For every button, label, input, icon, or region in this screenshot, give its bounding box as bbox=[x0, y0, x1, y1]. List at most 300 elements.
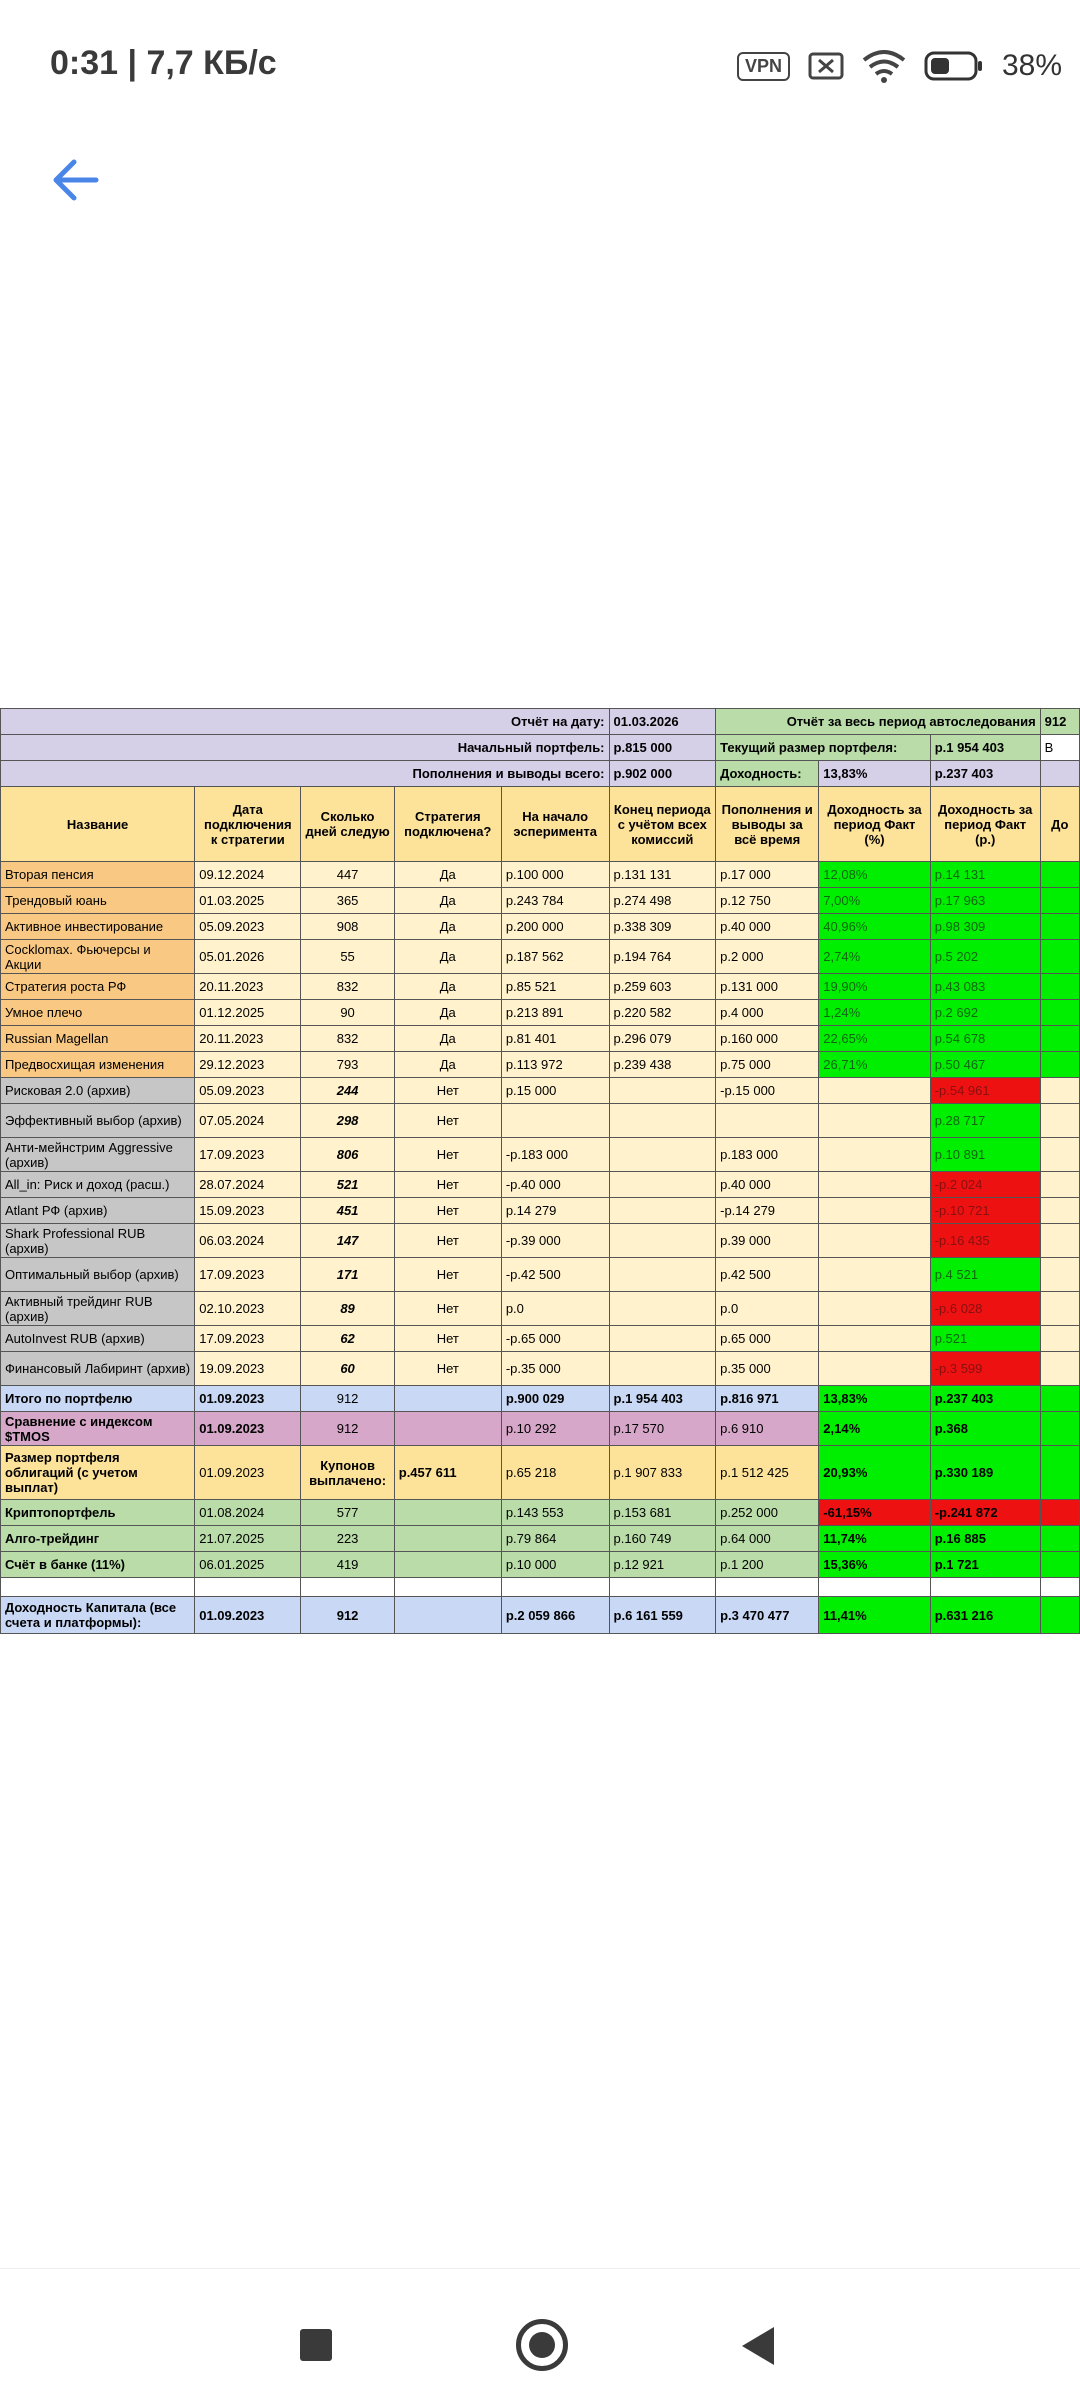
total-yield-rub: р.16 885 bbox=[930, 1526, 1040, 1552]
strategy-name: Cocklomax. Фьючерсы и Акции bbox=[1, 940, 195, 974]
total-row-index bbox=[1, 1412, 1080, 1446]
strategy-start: -р.42 500 bbox=[501, 1258, 609, 1292]
total-yield-rub: р.1 721 bbox=[930, 1552, 1040, 1578]
strategy-yield-rub: -р.16 435 bbox=[930, 1224, 1040, 1258]
strategy-days: 832 bbox=[301, 1026, 394, 1052]
strategy-yield-rub: р.4 521 bbox=[930, 1258, 1040, 1292]
strategy-flows: р.35 000 bbox=[716, 1352, 819, 1386]
strategy-row bbox=[1, 1172, 1080, 1198]
strategy-yield-pct bbox=[819, 1078, 930, 1104]
total-end: р.153 681 bbox=[609, 1500, 716, 1526]
strategy-date: 05.01.2026 bbox=[195, 940, 301, 974]
strategy-row bbox=[1, 1104, 1080, 1138]
strategy-flows: р.17 000 bbox=[716, 862, 819, 888]
total-row-portfolio bbox=[1, 1386, 1080, 1412]
total-yield-pct: 15,36% bbox=[819, 1552, 930, 1578]
strategy-days: 62 bbox=[301, 1326, 394, 1352]
total-days: 912 bbox=[301, 1412, 394, 1446]
strategy-yield-pct: 2,74% bbox=[819, 940, 930, 974]
strategy-end bbox=[609, 1198, 716, 1224]
total-days: 912 bbox=[301, 1386, 394, 1412]
strategy-connected: Нет bbox=[394, 1078, 501, 1104]
strategy-extra bbox=[1040, 940, 1079, 974]
col-header: Доходность за период Факт (р.) bbox=[930, 787, 1040, 862]
total-name: Алго-трейдинг bbox=[1, 1526, 195, 1552]
capital-end: р.6 161 559 bbox=[609, 1597, 716, 1634]
total-yield-pct: 11,74% bbox=[819, 1526, 930, 1552]
capital-extra bbox=[1040, 1597, 1079, 1634]
strategy-date: 07.05.2024 bbox=[195, 1104, 301, 1138]
strategy-row bbox=[1, 1352, 1080, 1386]
strategy-connected: Нет bbox=[394, 1352, 501, 1386]
strategy-days: 89 bbox=[301, 1292, 394, 1326]
strategy-extra bbox=[1040, 914, 1079, 940]
strategy-name: Активное инвестирование bbox=[1, 914, 195, 940]
strategy-name: Умное плечо bbox=[1, 1000, 195, 1026]
strategy-yield-pct bbox=[819, 1258, 930, 1292]
strategy-row bbox=[1, 1026, 1080, 1052]
strategy-connected: Да bbox=[394, 1000, 501, 1026]
strategy-end: р.338 309 bbox=[609, 914, 716, 940]
strategy-date: 28.07.2024 bbox=[195, 1172, 301, 1198]
strategy-date: 29.12.2023 bbox=[195, 1052, 301, 1078]
total-yield-rub: р.330 189 bbox=[930, 1446, 1040, 1500]
yield-extra bbox=[1040, 761, 1079, 787]
strategy-yield-rub: р.521 bbox=[930, 1326, 1040, 1352]
wifi-icon bbox=[862, 49, 906, 83]
strategy-flows: -р.15 000 bbox=[716, 1078, 819, 1104]
total-row-bonds bbox=[1, 1446, 1080, 1500]
strategy-days: 806 bbox=[301, 1138, 394, 1172]
strategy-connected: Нет bbox=[394, 1258, 501, 1292]
strategy-extra bbox=[1040, 1052, 1079, 1078]
total-name: Криптопортфель bbox=[1, 1500, 195, 1526]
strategy-extra bbox=[1040, 1138, 1079, 1172]
deposits-label: Пополнения и выводы всего: bbox=[1, 761, 610, 787]
arrow-left-icon[interactable] bbox=[46, 150, 106, 210]
total-start: р.65 218 bbox=[501, 1446, 609, 1500]
strategy-name: All_in: Риск и доход (расш.) bbox=[1, 1172, 195, 1198]
status-icons bbox=[737, 44, 1062, 88]
strategy-extra bbox=[1040, 1000, 1079, 1026]
spacer-cell bbox=[1, 1578, 195, 1597]
strategy-extra bbox=[1040, 1352, 1079, 1386]
strategy-start bbox=[501, 1104, 609, 1138]
strategy-yield-pct bbox=[819, 1352, 930, 1386]
strategy-yield-pct: 12,08% bbox=[819, 862, 930, 888]
strategy-connected: Нет bbox=[394, 1198, 501, 1224]
strategy-connected: Нет bbox=[394, 1224, 501, 1258]
strategy-name: Стратегия роста РФ bbox=[1, 974, 195, 1000]
col-header: На начало эсперимента bbox=[501, 787, 609, 862]
strategy-days: 244 bbox=[301, 1078, 394, 1104]
spacer-cell bbox=[394, 1578, 501, 1597]
strategy-flows: р.131 000 bbox=[716, 974, 819, 1000]
back-triangle-icon[interactable] bbox=[742, 2327, 774, 2365]
strategy-days: 171 bbox=[301, 1258, 394, 1292]
report-date-value: 01.03.2026 bbox=[609, 709, 716, 735]
strategy-end bbox=[609, 1078, 716, 1104]
strategy-flows: р.183 000 bbox=[716, 1138, 819, 1172]
strategy-end bbox=[609, 1326, 716, 1352]
strategy-extra bbox=[1040, 1172, 1079, 1198]
strategy-yield-pct bbox=[819, 1172, 930, 1198]
strategy-yield-pct: 7,00% bbox=[819, 888, 930, 914]
strategy-start: р.200 000 bbox=[501, 914, 609, 940]
strategy-days: 365 bbox=[301, 888, 394, 914]
strategy-date: 09.12.2024 bbox=[195, 862, 301, 888]
strategy-extra bbox=[1040, 1078, 1079, 1104]
strategy-row bbox=[1, 1258, 1080, 1292]
strategy-start: р.85 521 bbox=[501, 974, 609, 1000]
strategy-row bbox=[1, 1052, 1080, 1078]
total-empty bbox=[394, 1526, 501, 1552]
strategy-yield-rub: -р.10 721 bbox=[930, 1198, 1040, 1224]
strategy-extra bbox=[1040, 974, 1079, 1000]
strategy-start: р.0 bbox=[501, 1292, 609, 1326]
initial-portfolio-label: Начальный портфель: bbox=[1, 735, 610, 761]
strategy-yield-rub: р.43 083 bbox=[930, 974, 1040, 1000]
strategy-start: р.243 784 bbox=[501, 888, 609, 914]
strategy-yield-pct bbox=[819, 1104, 930, 1138]
total-name: Счёт в банке (11%) bbox=[1, 1552, 195, 1578]
strategy-yield-rub: р.54 678 bbox=[930, 1026, 1040, 1052]
total-yield-pct: 20,93% bbox=[819, 1446, 930, 1500]
strategy-name: Russian Magellan bbox=[1, 1026, 195, 1052]
strategy-row bbox=[1, 1138, 1080, 1172]
report-date-label: Отчёт на дату: bbox=[1, 709, 610, 735]
strategy-days: 60 bbox=[301, 1352, 394, 1386]
report-period-value: 912 bbox=[1040, 709, 1079, 735]
strategy-start: -р.35 000 bbox=[501, 1352, 609, 1386]
strategy-yield-rub: р.50 467 bbox=[930, 1052, 1040, 1078]
navigation-bar bbox=[0, 2268, 1080, 2401]
total-days: 223 bbox=[301, 1526, 394, 1552]
strategy-extra bbox=[1040, 1224, 1079, 1258]
strategy-date: 05.09.2023 bbox=[195, 1078, 301, 1104]
spacer-cell bbox=[930, 1578, 1040, 1597]
battery-icon bbox=[924, 50, 984, 82]
strategy-row bbox=[1, 1224, 1080, 1258]
capital-days: 912 bbox=[301, 1597, 394, 1634]
capital-empty bbox=[394, 1597, 501, 1634]
strategy-name: Предвосхищая изменения bbox=[1, 1052, 195, 1078]
col-header: Стратегия подключена? bbox=[394, 787, 501, 862]
total-flows: р.6 910 bbox=[716, 1412, 819, 1446]
col-header: Пополнения и выводы за всё время bbox=[716, 787, 819, 862]
strategy-connected: Да bbox=[394, 862, 501, 888]
strategy-end: р.259 603 bbox=[609, 974, 716, 1000]
strategy-start: -р.65 000 bbox=[501, 1326, 609, 1352]
strategy-date: 01.12.2025 bbox=[195, 1000, 301, 1026]
spacer-row bbox=[1, 1578, 1080, 1597]
strategy-date: 19.09.2023 bbox=[195, 1352, 301, 1386]
total-start: р.900 029 bbox=[501, 1386, 609, 1412]
strategy-extra bbox=[1040, 862, 1079, 888]
strategy-end bbox=[609, 1224, 716, 1258]
strategy-date: 20.11.2023 bbox=[195, 1026, 301, 1052]
col-header: Доходность за период Факт (%) bbox=[819, 787, 930, 862]
strategy-connected: Да bbox=[394, 1026, 501, 1052]
strategy-flows: р.4 000 bbox=[716, 1000, 819, 1026]
strategy-extra bbox=[1040, 1292, 1079, 1326]
strategy-date: 05.09.2023 bbox=[195, 914, 301, 940]
strategy-yield-pct bbox=[819, 1198, 930, 1224]
strategy-extra bbox=[1040, 1326, 1079, 1352]
capital-start: р.2 059 866 bbox=[501, 1597, 609, 1634]
strategy-days: 793 bbox=[301, 1052, 394, 1078]
strategy-yield-pct bbox=[819, 1224, 930, 1258]
initial-portfolio-value: р.815 000 bbox=[609, 735, 716, 761]
total-yield-pct: -61,15% bbox=[819, 1500, 930, 1526]
strategy-name: Трендовый юань bbox=[1, 888, 195, 914]
current-size-label: Текущий размер портфеля: bbox=[716, 735, 931, 761]
spacer-cell bbox=[301, 1578, 394, 1597]
strategy-end bbox=[609, 1172, 716, 1198]
strategy-yield-rub: р.17 963 bbox=[930, 888, 1040, 914]
strategy-connected: Нет bbox=[394, 1172, 501, 1198]
total-name: Размер портфеля облигаций (с учетом выплат) bbox=[1, 1446, 195, 1500]
strategy-days: 832 bbox=[301, 974, 394, 1000]
strategy-flows: р.40 000 bbox=[716, 1172, 819, 1198]
deposits-row bbox=[1, 761, 1080, 787]
strategy-row bbox=[1, 888, 1080, 914]
strategy-row bbox=[1, 1292, 1080, 1326]
spacer-cell bbox=[195, 1578, 301, 1597]
strategy-yield-pct: 19,90% bbox=[819, 974, 930, 1000]
strategy-days: 451 bbox=[301, 1198, 394, 1224]
strategy-yield-pct bbox=[819, 1138, 930, 1172]
strategy-yield-rub: -р.3 599 bbox=[930, 1352, 1040, 1386]
capital-date: 01.09.2023 bbox=[195, 1597, 301, 1634]
total-name: Сравнение с индексом $TMOS bbox=[1, 1412, 195, 1446]
strategy-connected: Да bbox=[394, 888, 501, 914]
strategy-yield-pct: 22,65% bbox=[819, 1026, 930, 1052]
strategy-yield-rub: р.2 692 bbox=[930, 1000, 1040, 1026]
yield-label: Доходность: bbox=[716, 761, 819, 787]
strategy-start: р.15 000 bbox=[501, 1078, 609, 1104]
strategy-name: Рисковая 2.0 (архив) bbox=[1, 1078, 195, 1104]
strategy-flows: р.2 000 bbox=[716, 940, 819, 974]
strategy-flows: р.12 750 bbox=[716, 888, 819, 914]
status-bar bbox=[0, 0, 1080, 130]
strategy-date: 01.03.2025 bbox=[195, 888, 301, 914]
total-end: р.17 570 bbox=[609, 1412, 716, 1446]
strategy-row bbox=[1, 1078, 1080, 1104]
strategy-start: р.100 000 bbox=[501, 862, 609, 888]
total-date: 06.01.2025 bbox=[195, 1552, 301, 1578]
strategy-row bbox=[1, 1000, 1080, 1026]
strategy-end bbox=[609, 1292, 716, 1326]
strategy-flows: р.39 000 bbox=[716, 1224, 819, 1258]
strategy-yield-rub: -р.2 024 bbox=[930, 1172, 1040, 1198]
strategy-end: р.239 438 bbox=[609, 1052, 716, 1078]
strategy-yield-rub: р.5 202 bbox=[930, 940, 1040, 974]
strategy-date: 20.11.2023 bbox=[195, 974, 301, 1000]
strategy-extra bbox=[1040, 1026, 1079, 1052]
strategy-flows: р.75 000 bbox=[716, 1052, 819, 1078]
total-start: р.10 000 bbox=[501, 1552, 609, 1578]
current-size-value: р.1 954 403 bbox=[930, 735, 1040, 761]
strategy-flows: р.160 000 bbox=[716, 1026, 819, 1052]
vpn-icon: VPN bbox=[737, 52, 790, 81]
col-header: Название bbox=[1, 787, 195, 862]
battery-percent: 38% bbox=[1001, 49, 1062, 82]
strategy-days: 447 bbox=[301, 862, 394, 888]
strategy-flows bbox=[716, 1104, 819, 1138]
strategy-extra bbox=[1040, 1198, 1079, 1224]
no-sim-icon bbox=[808, 51, 844, 81]
total-name: Итого по портфелю bbox=[1, 1386, 195, 1412]
total-date: 01.09.2023 bbox=[195, 1446, 301, 1500]
strategy-end bbox=[609, 1104, 716, 1138]
strategy-days: 521 bbox=[301, 1172, 394, 1198]
home-circle-icon[interactable] bbox=[516, 2319, 568, 2371]
strategy-name: Оптимальный выбор (архив) bbox=[1, 1258, 195, 1292]
status-time-speed: 0:31 | 7,7 КБ/с bbox=[50, 44, 277, 82]
strategy-connected: Да bbox=[394, 974, 501, 1000]
total-date: 01.08.2024 bbox=[195, 1500, 301, 1526]
strategy-date: 17.09.2023 bbox=[195, 1258, 301, 1292]
strategy-yield-pct: 26,71% bbox=[819, 1052, 930, 1078]
strategy-start: р.213 891 bbox=[501, 1000, 609, 1026]
spacer-cell bbox=[819, 1578, 930, 1597]
strategy-days: 147 bbox=[301, 1224, 394, 1258]
strategy-yield-rub: р.14 131 bbox=[930, 862, 1040, 888]
total-flows: р.252 000 bbox=[716, 1500, 819, 1526]
strategy-end: р.131 131 bbox=[609, 862, 716, 888]
total-row-crypto bbox=[1, 1500, 1080, 1526]
strategy-start: р.187 562 bbox=[501, 940, 609, 974]
recents-square-icon[interactable] bbox=[300, 2329, 332, 2361]
total-yield-pct: 13,83% bbox=[819, 1386, 930, 1412]
strategy-end: р.194 764 bbox=[609, 940, 716, 974]
strategy-days: 908 bbox=[301, 914, 394, 940]
strategy-yield-pct bbox=[819, 1326, 930, 1352]
strategy-connected: Нет bbox=[394, 1292, 501, 1326]
total-end: р.1 954 403 bbox=[609, 1386, 716, 1412]
extra-cell: В bbox=[1040, 735, 1079, 761]
total-date: 01.09.2023 bbox=[195, 1386, 301, 1412]
col-header: Дата подключения к стратегии bbox=[195, 787, 301, 862]
total-flows: р.64 000 bbox=[716, 1526, 819, 1552]
total-extra bbox=[1040, 1500, 1079, 1526]
total-start: р.79 864 bbox=[501, 1526, 609, 1552]
col-header: Конец периода с учётом всех комиссий bbox=[609, 787, 716, 862]
strategy-extra bbox=[1040, 1258, 1079, 1292]
strategy-start: р.14 279 bbox=[501, 1198, 609, 1224]
strategy-name: Эффективный выбор (архив) bbox=[1, 1104, 195, 1138]
capital-flows: р.3 470 477 bbox=[716, 1597, 819, 1634]
strategy-name: AutoInvest RUB (архив) bbox=[1, 1326, 195, 1352]
strategy-connected: Да bbox=[394, 914, 501, 940]
spacer-cell bbox=[501, 1578, 609, 1597]
spacer-cell bbox=[1040, 1578, 1079, 1597]
strategy-name: Вторая пенсия bbox=[1, 862, 195, 888]
strategy-connected: Нет bbox=[394, 1104, 501, 1138]
strategy-end: р.220 582 bbox=[609, 1000, 716, 1026]
strategy-connected: Нет bbox=[394, 1138, 501, 1172]
strategy-start: -р.39 000 bbox=[501, 1224, 609, 1258]
total-end: р.12 921 bbox=[609, 1552, 716, 1578]
strategy-yield-rub: -р.6 028 bbox=[930, 1292, 1040, 1326]
total-end: р.160 749 bbox=[609, 1526, 716, 1552]
total-start: р.143 553 bbox=[501, 1500, 609, 1526]
report-date-row bbox=[1, 709, 1080, 735]
strategy-end bbox=[609, 1138, 716, 1172]
strategy-connected: Да bbox=[394, 940, 501, 974]
total-flows: р.1 512 425 bbox=[716, 1446, 819, 1500]
total-empty bbox=[394, 1412, 501, 1446]
strategy-name: Анти-мейнстрим Aggressive (архив) bbox=[1, 1138, 195, 1172]
strategy-row bbox=[1, 1326, 1080, 1352]
strategy-yield-pct bbox=[819, 1292, 930, 1326]
strategy-end bbox=[609, 1258, 716, 1292]
strategy-start: р.113 972 bbox=[501, 1052, 609, 1078]
total-yield-pct: 2,14% bbox=[819, 1412, 930, 1446]
total-empty bbox=[394, 1552, 501, 1578]
strategy-date: 06.03.2024 bbox=[195, 1224, 301, 1258]
strategy-connected: Да bbox=[394, 1052, 501, 1078]
col-header: До bbox=[1040, 787, 1079, 862]
spacer-cell bbox=[716, 1578, 819, 1597]
total-extra bbox=[1040, 1552, 1079, 1578]
total-yield-rub: -р.241 872 bbox=[930, 1500, 1040, 1526]
strategy-yield-pct: 1,24% bbox=[819, 1000, 930, 1026]
strategy-yield-rub: -р.54 961 bbox=[930, 1078, 1040, 1104]
report-period-label: Отчёт за весь период автоследования bbox=[716, 709, 1041, 735]
yield-pct: 13,83% bbox=[819, 761, 930, 787]
strategy-yield-pct: 40,96% bbox=[819, 914, 930, 940]
strategy-name: Atlant РФ (архив) bbox=[1, 1198, 195, 1224]
coupons-value: р.457 611 bbox=[394, 1446, 501, 1500]
capital-name: Доходность Капитала (все счета и платформы): bbox=[1, 1597, 195, 1634]
strategy-end: р.296 079 bbox=[609, 1026, 716, 1052]
total-extra bbox=[1040, 1446, 1079, 1500]
total-yield-rub: р.368 bbox=[930, 1412, 1040, 1446]
strategy-row bbox=[1, 914, 1080, 940]
total-extra bbox=[1040, 1386, 1079, 1412]
total-flows: р.816 971 bbox=[716, 1386, 819, 1412]
strategy-yield-rub: р.28 717 bbox=[930, 1104, 1040, 1138]
strategy-start: -р.40 000 bbox=[501, 1172, 609, 1198]
strategy-extra bbox=[1040, 888, 1079, 914]
col-header: Сколько дней следую bbox=[301, 787, 394, 862]
deposits-value: р.902 000 bbox=[609, 761, 716, 787]
strategy-date: 17.09.2023 bbox=[195, 1138, 301, 1172]
strategy-name: Финансовый Лабиринт (архив) bbox=[1, 1352, 195, 1386]
total-start: р.10 292 bbox=[501, 1412, 609, 1446]
strategy-row bbox=[1, 1198, 1080, 1224]
strategy-flows: р.42 500 bbox=[716, 1258, 819, 1292]
total-empty bbox=[394, 1500, 501, 1526]
capital-row bbox=[1, 1597, 1080, 1634]
total-row-algo bbox=[1, 1526, 1080, 1552]
strategy-flows: р.0 bbox=[716, 1292, 819, 1326]
coupons-label: Купонов выплачено: bbox=[301, 1446, 394, 1500]
strategy-start: -р.183 000 bbox=[501, 1138, 609, 1172]
strategy-days: 90 bbox=[301, 1000, 394, 1026]
yield-rub: р.237 403 bbox=[930, 761, 1040, 787]
strategy-yield-rub: р.98 309 bbox=[930, 914, 1040, 940]
strategy-flows: р.65 000 bbox=[716, 1326, 819, 1352]
strategy-flows: -р.14 279 bbox=[716, 1198, 819, 1224]
total-date: 01.09.2023 bbox=[195, 1412, 301, 1446]
total-flows: р.1 200 bbox=[716, 1552, 819, 1578]
strategy-days: 55 bbox=[301, 940, 394, 974]
total-days: 419 bbox=[301, 1552, 394, 1578]
strategy-row bbox=[1, 974, 1080, 1000]
